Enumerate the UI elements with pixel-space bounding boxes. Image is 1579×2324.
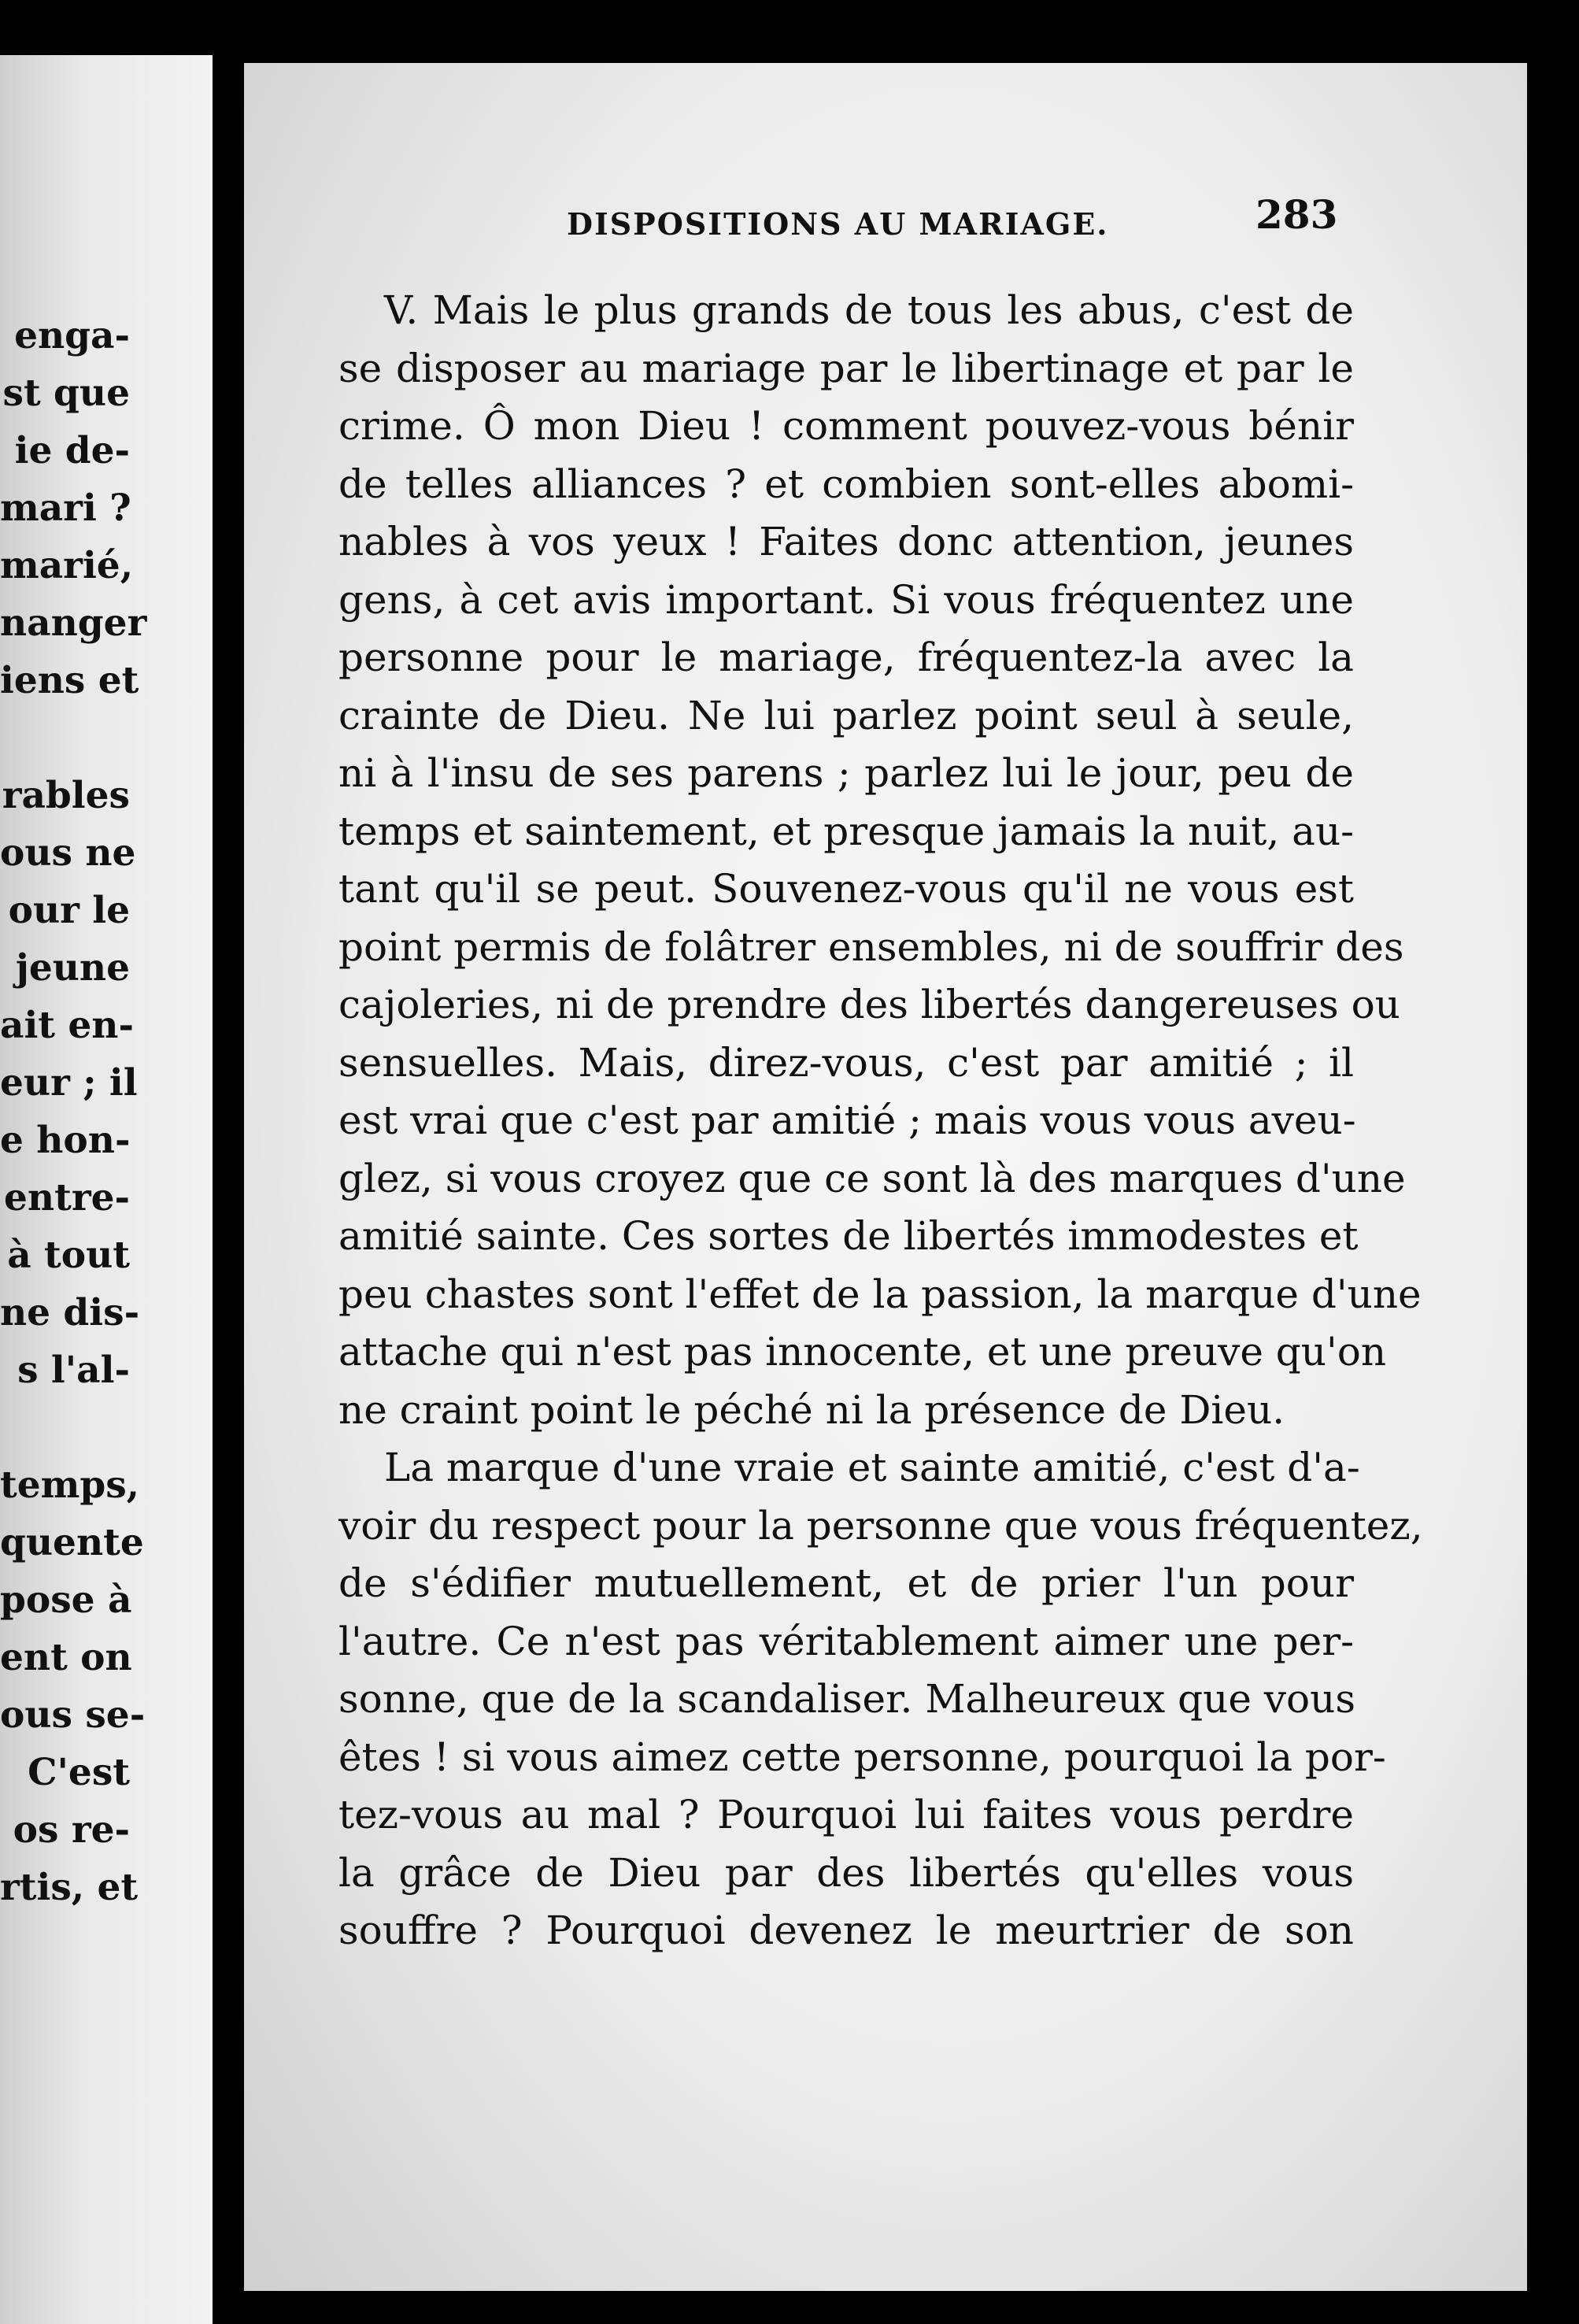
left-line: s l'al-: [17, 1349, 130, 1392]
text-line: crime. Ô mon Dieu ! comment pouvez-vous bénir: [338, 403, 1354, 449]
left-line: iens et: [0, 659, 139, 702]
left-line: e hon-: [0, 1119, 131, 1162]
page-number: 283: [1255, 191, 1338, 238]
text-line: peu chastes sont l'effet de la passion, la marque d'une: [338, 1271, 1422, 1317]
text-line: amitié sainte. Ces sortes de libertés immodestes et: [338, 1213, 1359, 1259]
left-line: st que: [2, 372, 130, 415]
left-line: ous ne: [0, 831, 136, 875]
text-line: la grâce de Dieu par des libertés qu'elles vous: [338, 1849, 1354, 1896]
text-line: êtes ! si vous aimez cette personne, pourquoi la por-: [338, 1734, 1386, 1780]
left-line: [0, 1399, 130, 1456]
text-line: l'autre. Ce n'est pas véritablement aimer une per-: [338, 1618, 1354, 1664]
text-line: voir du respect pour la personne que vous fréquentez,: [338, 1502, 1423, 1549]
left-line: ait en-: [0, 1004, 134, 1047]
left-line: ie de-: [14, 429, 130, 472]
left-line: C'est: [28, 1751, 130, 1794]
text-line: tez-vous au mal ? Pourquoi lui faites vous perdre: [338, 1792, 1354, 1837]
text-line: tant qu'il se peut. Souvenez-vous qu'il ne vous est: [338, 866, 1354, 912]
left-line: ent on: [0, 1636, 132, 1679]
left-line: temps,: [0, 1464, 140, 1507]
body-text: [338, 282, 1423, 1960]
left-line: rables: [2, 774, 130, 817]
text-line: personne pour le mariage, fréquentez-la avec la: [338, 635, 1354, 680]
text-line: ne craint point le péché ni la présence de Dieu.: [338, 1386, 1285, 1433]
left-line: eur ; il: [0, 1061, 138, 1105]
text-line: de s'édifier mutuellement, et de prier l'un pour: [338, 1560, 1354, 1606]
text-line: de telles alliances ? et combien sont-elles abomi-: [338, 461, 1354, 507]
left-line: rtis, et: [0, 1866, 139, 1909]
text-line: est vrai que c'est par amitié ; mais vous vous aveu-: [338, 1097, 1356, 1143]
left-line: entre-: [4, 1176, 130, 1219]
left-line: mari ?: [0, 487, 131, 530]
text-line: cajoleries, ni de prendre des libertés dangereuses ou: [338, 982, 1400, 1027]
left-line: our le: [8, 889, 130, 932]
text-line: attache qui n'est pas innocente, et une preuve qu'on: [338, 1329, 1387, 1375]
text-line: gens, à cet avis important. Si vous fréquentez une: [338, 576, 1354, 623]
text-line: sonne, que de la scandaliser. Malheureux que vous: [338, 1676, 1356, 1722]
left-line: jeune: [15, 946, 130, 990]
text-line: La marque d'une vraie et sainte amitié, c'est d'a-: [384, 1445, 1360, 1490]
left-line: marié,: [0, 544, 134, 587]
text-line: nables à vos yeux ! Faites donc attention, jeunes: [338, 519, 1354, 564]
text-line: se disposer au mariage par le libertinage et par le: [338, 345, 1354, 391]
running-title: DISPOSITIONS AU MARIAGE.: [567, 206, 1109, 242]
left-line: quente: [0, 1521, 144, 1564]
text-line: V. Mais le plus grands de tous les abus, c'est de: [384, 287, 1354, 333]
left-line: nanger: [0, 601, 147, 645]
text-line: point permis de folâtrer ensembles, ni de souffrir des: [338, 923, 1404, 970]
left-line: ous se-: [0, 1693, 146, 1737]
left-line: ne dis-: [0, 1291, 140, 1334]
right-edge: [1527, 0, 1579, 2324]
text-line: temps et saintement, et presque jamais la nuit, au-: [338, 808, 1355, 854]
left-line: os re-: [13, 1808, 130, 1852]
left-line: à tout: [7, 1234, 130, 1277]
left-line: pose à: [0, 1578, 132, 1622]
text-line: souffre ? Pourquoi devenez le meurtrier de son: [338, 1908, 1354, 1953]
book-gutter: [213, 0, 244, 2324]
left-page-text: [0, 307, 147, 1916]
left-line: [0, 709, 130, 767]
left-line: enga-: [14, 314, 130, 357]
text-line: glez, si vous croyez que ce sont là des marques d'une: [338, 1155, 1406, 1201]
text-line: crainte de Dieu. Ne lui parlez point seul à seule,: [338, 692, 1354, 738]
text-line: ni à l'insu de ses parens ; parlez lui le jour, peu de: [338, 750, 1354, 796]
text-line: sensuelles. Mais, direz-vous, c'est par amitié ; il: [338, 1039, 1354, 1086]
